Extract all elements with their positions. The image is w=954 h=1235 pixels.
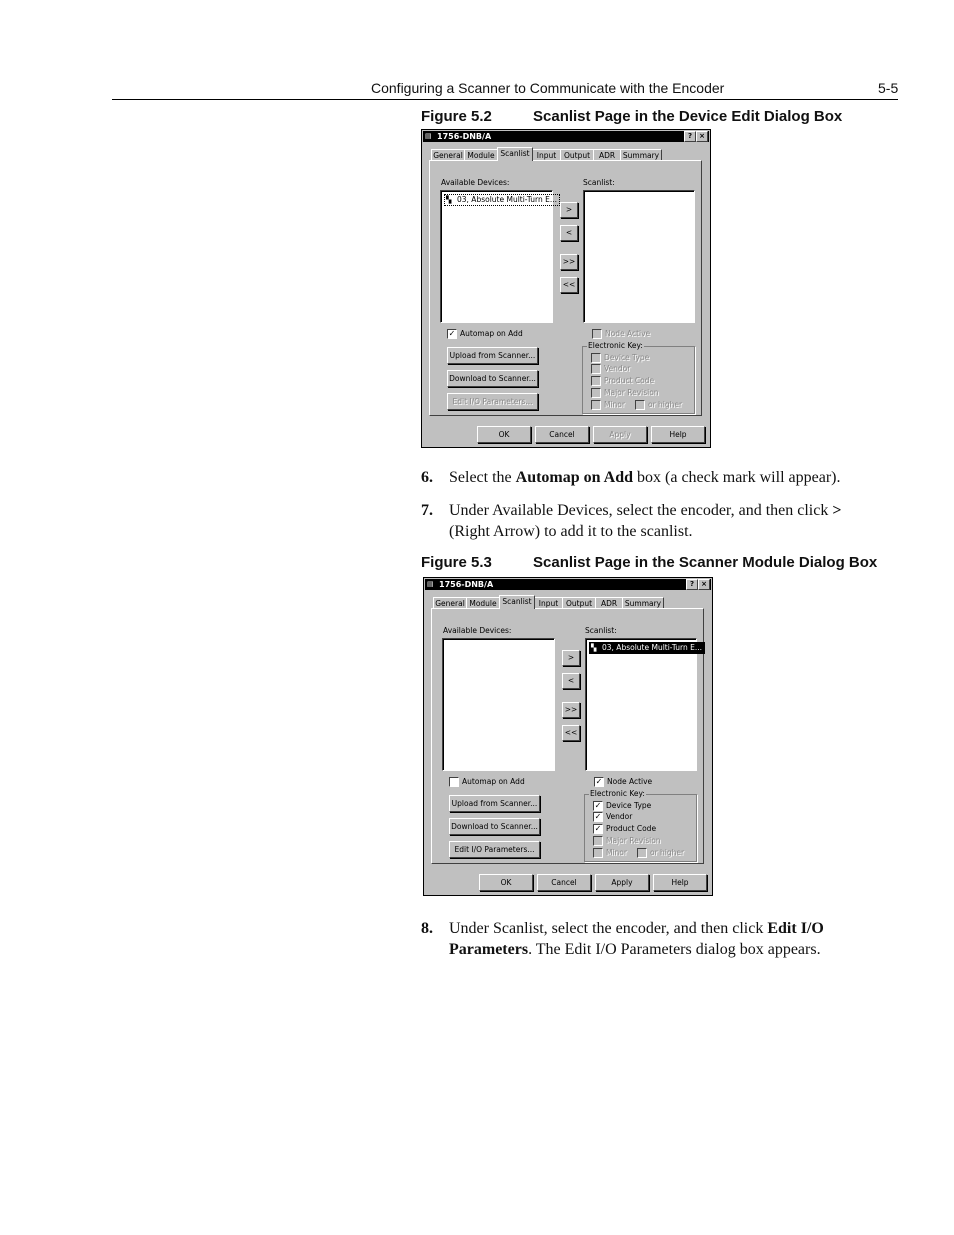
tab-adr[interactable]: ADR bbox=[593, 149, 621, 161]
tab-general[interactable]: General bbox=[431, 149, 465, 161]
tab-adr[interactable]: ADR bbox=[595, 597, 623, 609]
or-higher-label: or higher bbox=[648, 400, 683, 409]
or-higher-label: or higher bbox=[650, 848, 685, 857]
remove-all-button[interactable]: << bbox=[560, 277, 578, 293]
product-code-label: Product Code bbox=[606, 824, 657, 833]
device-type-checkbox[interactable]: ✓ bbox=[594, 801, 602, 810]
remove-left-arrow-button[interactable]: < bbox=[562, 673, 580, 689]
device-icon: ▚ bbox=[446, 196, 452, 204]
tab-summary[interactable]: Summary bbox=[622, 597, 664, 609]
scanlist-list[interactable] bbox=[583, 190, 695, 323]
scanlist-panel bbox=[431, 608, 704, 864]
scanlist-list[interactable] bbox=[585, 638, 703, 771]
major-revision-checkbox[interactable] bbox=[593, 836, 603, 846]
edit-io-parameters-button[interactable]: Edit I/O Parameters... bbox=[447, 393, 538, 410]
step-number: 6. bbox=[421, 469, 433, 486]
major-revision-label: Major Revision bbox=[606, 836, 661, 845]
figure-number: Figure 5.3 bbox=[421, 554, 492, 571]
tab-input[interactable]: Input bbox=[532, 149, 561, 161]
add-all-button[interactable]: >> bbox=[560, 254, 578, 270]
or-higher-checkbox[interactable] bbox=[635, 400, 645, 410]
minor-label: Minor bbox=[604, 400, 625, 409]
scanlist-dialog-scanner-module bbox=[423, 577, 713, 896]
ok-button[interactable]: OK bbox=[479, 874, 533, 891]
scanlist-label: Scanlist: bbox=[583, 178, 615, 187]
figure-title: Scanlist Page in the Device Edit Dialog Box bbox=[533, 108, 843, 125]
scanlist-panel bbox=[429, 160, 702, 416]
header-rule bbox=[112, 99, 898, 100]
available-devices-label: Available Devices: bbox=[441, 178, 510, 187]
app-icon: ▤ bbox=[427, 580, 434, 588]
product-code-label: Product Code bbox=[604, 376, 655, 385]
step-6 bbox=[421, 467, 891, 488]
automap-label: Automap on Add bbox=[460, 329, 523, 338]
list-item[interactable]: ▚ 03, Absolute Multi-Turn E... bbox=[444, 194, 560, 206]
tab-scanlist[interactable]: Scanlist bbox=[499, 595, 535, 609]
help-button[interactable]: Help bbox=[651, 426, 705, 443]
help-question-button[interactable]: ? bbox=[684, 131, 696, 142]
electronic-key-label: Electronic Key: bbox=[590, 789, 645, 798]
cancel-button[interactable]: Cancel bbox=[537, 874, 591, 891]
remove-left-arrow-button[interactable]: < bbox=[560, 225, 578, 241]
tab-summary[interactable]: Summary bbox=[620, 149, 662, 161]
app-icon: ▤ bbox=[425, 132, 432, 140]
device-type-label: Device Type bbox=[604, 353, 650, 362]
electronic-key-group bbox=[582, 341, 695, 414]
step-number: 8. bbox=[421, 920, 433, 937]
tab-input[interactable]: Input bbox=[534, 597, 563, 609]
major-revision-checkbox[interactable] bbox=[591, 388, 601, 398]
step-8 bbox=[421, 918, 891, 960]
tab-output[interactable]: Output bbox=[562, 597, 596, 609]
ok-button[interactable]: OK bbox=[477, 426, 531, 443]
cancel-button[interactable]: Cancel bbox=[535, 426, 589, 443]
download-to-scanner-button[interactable]: Download to Scanner... bbox=[449, 818, 540, 835]
product-code-checkbox[interactable] bbox=[591, 376, 601, 386]
tab-module[interactable]: Module bbox=[466, 597, 500, 609]
available-devices-label: Available Devices: bbox=[443, 626, 512, 635]
vendor-checkbox[interactable]: ✓ bbox=[594, 812, 602, 821]
figure-title: Scanlist Page in the Scanner Module Dialog Box bbox=[533, 554, 878, 571]
step-number: 7. bbox=[421, 502, 433, 519]
step-text: Under Available Devices, select the encoder, and then click > (Right Arrow) to add it to the scanlist. bbox=[449, 502, 842, 540]
tab-general[interactable]: General bbox=[433, 597, 467, 609]
help-question-button[interactable]: ? bbox=[686, 579, 698, 590]
add-all-button[interactable]: >> bbox=[562, 702, 580, 718]
step-7 bbox=[421, 500, 891, 542]
product-code-checkbox[interactable]: ✓ bbox=[594, 824, 602, 833]
help-button[interactable]: Help bbox=[653, 874, 707, 891]
available-devices-list[interactable] bbox=[440, 190, 558, 323]
download-to-scanner-button[interactable]: Download to Scanner... bbox=[447, 370, 538, 387]
automap-label: Automap on Add bbox=[462, 777, 525, 786]
vendor-label: Vendor bbox=[606, 812, 633, 821]
vendor-checkbox[interactable] bbox=[591, 364, 601, 374]
device-type-label: Device Type bbox=[606, 801, 652, 810]
running-header-title: Configuring a Scanner to Communicate with the Encoder bbox=[371, 80, 725, 96]
apply-button[interactable]: Apply bbox=[593, 426, 647, 443]
node-active-label: Node Active bbox=[605, 329, 651, 338]
automap-checkbox[interactable] bbox=[449, 777, 459, 787]
electronic-key-group bbox=[584, 789, 697, 862]
add-right-arrow-button[interactable]: > bbox=[560, 202, 578, 218]
electronic-key-label: Electronic Key: bbox=[588, 341, 643, 350]
upload-from-scanner-button[interactable]: Upload from Scanner... bbox=[447, 347, 538, 364]
scanlist-label: Scanlist: bbox=[585, 626, 617, 635]
add-right-arrow-button[interactable]: > bbox=[562, 650, 580, 666]
minor-checkbox[interactable] bbox=[591, 400, 601, 410]
upload-from-scanner-button[interactable]: Upload from Scanner... bbox=[449, 795, 540, 812]
figure-number: Figure 5.2 bbox=[421, 108, 492, 125]
dialog-titlebar bbox=[425, 579, 711, 590]
node-active-checkbox[interactable] bbox=[592, 329, 602, 339]
close-icon[interactable]: × bbox=[696, 131, 708, 142]
automap-checkbox[interactable]: ✓ bbox=[448, 329, 456, 338]
remove-all-button[interactable]: << bbox=[562, 725, 580, 741]
device-icon: ▚ bbox=[591, 644, 597, 652]
node-active-label: Node Active bbox=[607, 777, 653, 786]
close-icon[interactable]: × bbox=[698, 579, 710, 590]
dialog-titlebar bbox=[423, 131, 709, 142]
or-higher-checkbox[interactable] bbox=[637, 848, 647, 858]
dialog-title: 1756-DNB/A bbox=[437, 132, 492, 141]
minor-checkbox[interactable] bbox=[593, 848, 603, 858]
tab-output[interactable]: Output bbox=[560, 149, 594, 161]
step-text: Select the Automap on Add box (a check mark will appear). bbox=[449, 469, 841, 486]
page-number: 5-5 bbox=[878, 80, 899, 96]
available-devices-list[interactable] bbox=[442, 638, 555, 771]
node-active-checkbox[interactable]: ✓ bbox=[595, 777, 603, 786]
step-text: Under Scanlist, select the encoder, and then click Edit I/O Parameters. The Edit I/O Parameters dialog box appears. bbox=[449, 920, 824, 958]
tab-module[interactable]: Module bbox=[464, 149, 498, 161]
scanlist-dialog-device-edit bbox=[421, 129, 711, 448]
apply-button[interactable]: Apply bbox=[595, 874, 649, 891]
vendor-label: Vendor bbox=[604, 364, 631, 373]
major-revision-label: Major Revision bbox=[604, 388, 659, 397]
edit-io-parameters-button[interactable]: Edit I/O Parameters... bbox=[449, 841, 540, 858]
minor-label: Minor bbox=[606, 848, 627, 857]
device-type-checkbox[interactable] bbox=[591, 353, 601, 363]
list-item[interactable]: ▚ 03, Absolute Multi-Turn E... bbox=[589, 642, 705, 654]
dialog-title: 1756-DNB/A bbox=[439, 580, 494, 589]
tab-scanlist[interactable]: Scanlist bbox=[497, 147, 533, 161]
